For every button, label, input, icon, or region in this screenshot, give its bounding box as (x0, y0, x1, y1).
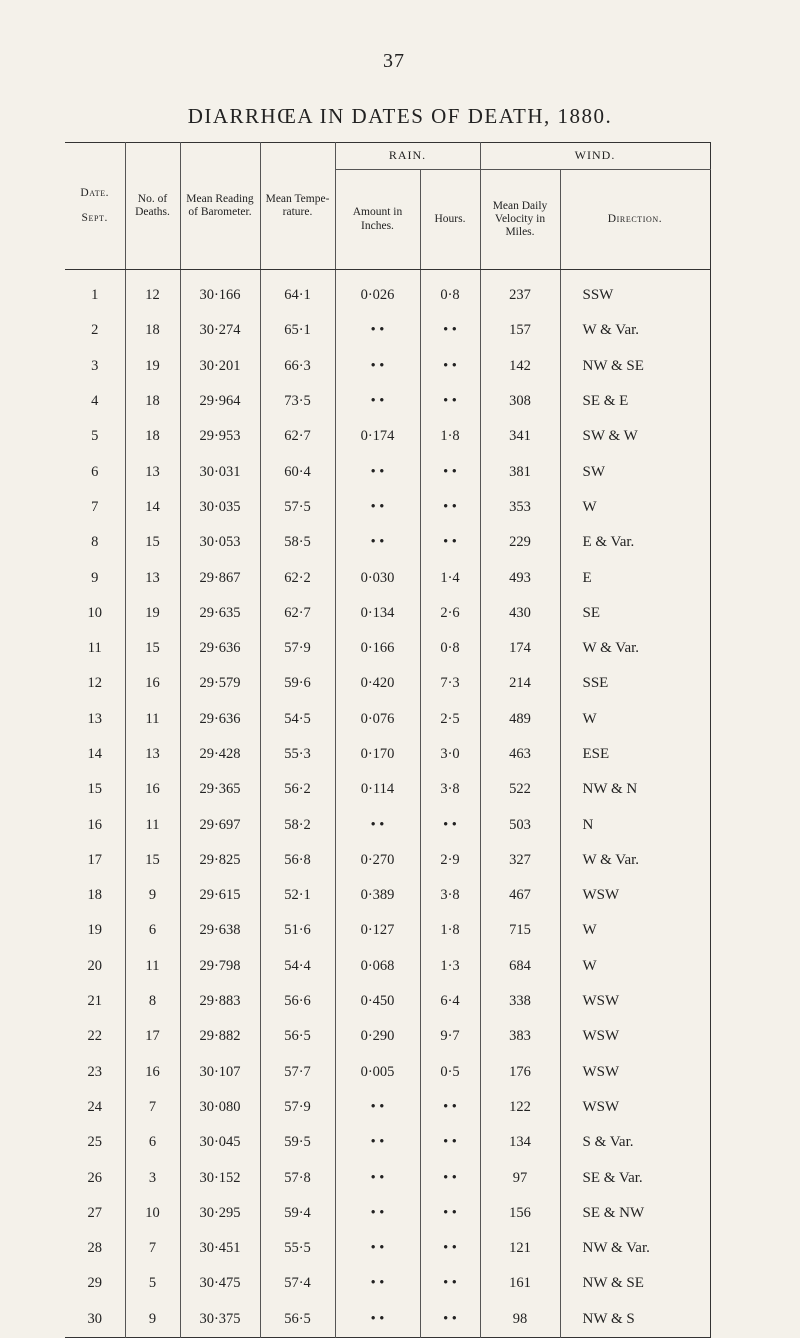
wind-velocity-cell: 142 (480, 349, 560, 384)
deaths-cell: 11 (125, 807, 180, 842)
wind-velocity-cell: 121 (480, 1231, 560, 1266)
header-month-label: Sept. (81, 212, 108, 224)
rain-hours-cell: • • (420, 1125, 480, 1160)
rain-hours-cell: 2·6 (420, 596, 480, 631)
barometer-cell: 29·697 (180, 807, 260, 842)
date-cell: 4 (91, 393, 99, 410)
barometer-cell: 30·375 (180, 1302, 260, 1338)
rain-hours-cell: 1·4 (420, 560, 480, 595)
rain-hours-cell: • • (420, 1266, 480, 1301)
temperature-cell: 62·7 (260, 419, 335, 454)
temperature-cell: 56·6 (260, 984, 335, 1019)
rain-amount-cell: 0·030 (335, 560, 420, 595)
rain-hours-cell: • • (420, 490, 480, 525)
date-cell: 9 (91, 569, 99, 586)
date-cell: 11 (87, 640, 102, 657)
table-body (65, 270, 710, 1338)
barometer-cell: 30·152 (180, 1160, 260, 1195)
deaths-cell: 3 (125, 1160, 180, 1195)
rain-hours-cell: 0·8 (420, 631, 480, 666)
temperature-cell: 62·7 (260, 596, 335, 631)
wind-direction-cell: S & Var. (560, 1125, 710, 1160)
deaths-cell: 13 (125, 454, 180, 489)
deaths-cell: 18 (125, 384, 180, 419)
rain-hours-cell: • • (420, 384, 480, 419)
header-wind: WIND. (480, 143, 710, 170)
temperature-cell: 54·5 (260, 702, 335, 737)
rain-amount-cell: 0·290 (335, 1019, 420, 1054)
deaths-cell: 9 (125, 878, 180, 913)
wind-velocity-cell: 134 (480, 1125, 560, 1160)
rain-amount-cell: • • (335, 1090, 420, 1125)
weather-deaths-table (65, 142, 711, 1338)
header-rain-hours: Hours. (420, 170, 480, 270)
rain-hours-cell: 3·8 (420, 878, 480, 913)
wind-direction-cell: E & Var. (560, 525, 710, 560)
barometer-cell: 29·638 (180, 913, 260, 948)
rain-amount-cell: • • (335, 454, 420, 489)
barometer-cell: 30·475 (180, 1266, 260, 1301)
date-cell: 8 (91, 534, 99, 551)
table-row (65, 560, 710, 595)
table-row (65, 1090, 710, 1125)
date-cell: 15 (87, 781, 102, 798)
table-row (65, 1231, 710, 1266)
date-cell: 27 (87, 1204, 102, 1221)
wind-velocity-cell: 214 (480, 666, 560, 701)
wind-direction-cell: NW & SE (560, 1266, 710, 1301)
rain-hours-cell: • • (420, 1196, 480, 1231)
wind-velocity-cell: 327 (480, 843, 560, 878)
wind-velocity-cell: 489 (480, 702, 560, 737)
rain-amount-cell: 0·450 (335, 984, 420, 1019)
temperature-cell: 51·6 (260, 913, 335, 948)
date-cell: 30 (87, 1310, 102, 1327)
temperature-cell: 59·6 (260, 666, 335, 701)
wind-velocity-cell: 341 (480, 419, 560, 454)
wind-velocity-cell: 229 (480, 525, 560, 560)
rain-amount-cell: 0·114 (335, 772, 420, 807)
temperature-cell: 58·2 (260, 807, 335, 842)
date-cell: 16 (87, 816, 102, 833)
wind-velocity-cell: 522 (480, 772, 560, 807)
table-row (65, 702, 710, 737)
header-wind-velocity: Mean Daily Velocity in Miles. (480, 170, 560, 270)
wind-velocity-cell: 237 (480, 270, 560, 314)
wind-direction-cell: W & Var. (560, 313, 710, 348)
rain-amount-cell: 0·389 (335, 878, 420, 913)
date-cell: 22 (87, 1028, 102, 1045)
barometer-cell: 30·201 (180, 349, 260, 384)
wind-velocity-cell: 157 (480, 313, 560, 348)
temperature-cell: 64·1 (260, 270, 335, 314)
wind-direction-cell: SE & E (560, 384, 710, 419)
rain-amount-cell: • • (335, 1266, 420, 1301)
wind-direction-cell: WSW (560, 878, 710, 913)
rain-amount-cell: 0·068 (335, 949, 420, 984)
temperature-cell: 55·3 (260, 737, 335, 772)
table-row (65, 384, 710, 419)
table-row (65, 666, 710, 701)
header-rain-amount: Amount in Inches. (335, 170, 420, 270)
rain-amount-cell: 0·026 (335, 270, 420, 314)
deaths-cell: 19 (125, 596, 180, 631)
wind-velocity-cell: 161 (480, 1266, 560, 1301)
table-row (65, 949, 710, 984)
date-cell: 18 (87, 887, 102, 904)
header-barometer: Mean Reading of Barometer. (180, 143, 260, 270)
barometer-cell: 30·031 (180, 454, 260, 489)
table-row (65, 631, 710, 666)
deaths-cell: 8 (125, 984, 180, 1019)
wind-direction-cell: SSW (560, 270, 710, 314)
barometer-cell: 30·274 (180, 313, 260, 348)
deaths-cell: 12 (125, 270, 180, 314)
wind-direction-cell: NW & SE (560, 349, 710, 384)
rain-amount-cell: • • (335, 1125, 420, 1160)
header-deaths: No. of Deaths. (125, 143, 180, 270)
date-cell: 24 (87, 1098, 102, 1115)
temperature-cell: 59·5 (260, 1125, 335, 1160)
deaths-cell: 16 (125, 1055, 180, 1090)
deaths-cell: 13 (125, 560, 180, 595)
date-cell: 1 (91, 287, 99, 304)
wind-velocity-cell: 98 (480, 1302, 560, 1338)
wind-direction-cell: SE & Var. (560, 1160, 710, 1195)
rain-hours-cell: • • (420, 1090, 480, 1125)
temperature-cell: 54·4 (260, 949, 335, 984)
table-row (65, 1019, 710, 1054)
date-cell: 6 (91, 463, 99, 480)
deaths-cell: 18 (125, 313, 180, 348)
deaths-cell: 10 (125, 1196, 180, 1231)
barometer-cell: 29·882 (180, 1019, 260, 1054)
rain-hours-cell: • • (420, 313, 480, 348)
wind-velocity-cell: 97 (480, 1160, 560, 1195)
table-header (65, 143, 710, 270)
barometer-cell: 29·825 (180, 843, 260, 878)
wind-direction-cell: NW & S (560, 1302, 710, 1338)
deaths-cell: 15 (125, 631, 180, 666)
barometer-cell: 29·615 (180, 878, 260, 913)
wind-velocity-cell: 156 (480, 1196, 560, 1231)
wind-direction-cell: WSW (560, 1019, 710, 1054)
deaths-cell: 18 (125, 419, 180, 454)
deaths-cell: 15 (125, 525, 180, 560)
date-cell: 19 (87, 922, 102, 939)
wind-direction-cell: WSW (560, 984, 710, 1019)
date-cell: 20 (87, 957, 102, 974)
wind-direction-cell: SSE (560, 666, 710, 701)
rain-hours-cell: 2·5 (420, 702, 480, 737)
wind-velocity-cell: 467 (480, 878, 560, 913)
wind-direction-cell: WSW (560, 1090, 710, 1125)
wind-direction-cell: SW & W (560, 419, 710, 454)
temperature-cell: 56·2 (260, 772, 335, 807)
table-row (65, 313, 710, 348)
date-cell: 14 (87, 746, 102, 762)
table-row (65, 596, 710, 631)
temperature-cell: 65·1 (260, 313, 335, 348)
wind-direction-cell: W (560, 949, 710, 984)
date-cell: 12 (87, 675, 102, 692)
rain-amount-cell: 0·127 (335, 913, 420, 948)
deaths-cell: 9 (125, 1302, 180, 1338)
rain-amount-cell: 0·076 (335, 702, 420, 737)
barometer-cell: 30·080 (180, 1090, 260, 1125)
wind-direction-cell: N (560, 807, 710, 842)
rain-hours-cell: • • (420, 1231, 480, 1266)
wind-velocity-cell: 503 (480, 807, 560, 842)
barometer-cell: 29·635 (180, 596, 260, 631)
deaths-cell: 11 (125, 949, 180, 984)
rain-hours-cell: • • (420, 525, 480, 560)
wind-velocity-cell: 463 (480, 737, 560, 772)
header-wind-direction: Direction. (560, 170, 710, 270)
date-cell: 26 (87, 1169, 102, 1186)
deaths-cell: 16 (125, 666, 180, 701)
deaths-cell: 5 (125, 1266, 180, 1301)
barometer-cell: 29·579 (180, 666, 260, 701)
barometer-cell: 29·953 (180, 419, 260, 454)
deaths-cell: 17 (125, 1019, 180, 1054)
temperature-cell: 56·5 (260, 1019, 335, 1054)
temperature-cell: 57·8 (260, 1160, 335, 1195)
wind-direction-cell: E (560, 560, 710, 595)
table-row (65, 270, 710, 314)
deaths-cell: 13 (125, 737, 180, 772)
table-row (65, 1160, 710, 1195)
rain-hours-cell: 6·4 (420, 984, 480, 1019)
table-row (65, 490, 710, 525)
header-rain: RAIN. (335, 143, 480, 170)
table-row (65, 1196, 710, 1231)
rain-amount-cell: 0·420 (335, 666, 420, 701)
date-cell: 25 (87, 1134, 102, 1151)
deaths-cell: 11 (125, 702, 180, 737)
deaths-cell: 7 (125, 1231, 180, 1266)
table-row (65, 807, 710, 842)
deaths-cell: 14 (125, 490, 180, 525)
date-cell: 5 (91, 428, 99, 445)
deaths-cell: 6 (125, 1125, 180, 1160)
wind-velocity-cell: 684 (480, 949, 560, 984)
rain-amount-cell: • • (335, 1231, 420, 1266)
temperature-cell: 57·9 (260, 631, 335, 666)
rain-hours-cell: 9·7 (420, 1019, 480, 1054)
temperature-cell: 62·2 (260, 560, 335, 595)
rain-amount-cell: • • (335, 525, 420, 560)
wind-velocity-cell: 430 (480, 596, 560, 631)
table-row (65, 1055, 710, 1090)
wind-direction-cell: W (560, 490, 710, 525)
wind-direction-cell: W (560, 702, 710, 737)
rain-hours-cell: • • (420, 1302, 480, 1338)
rain-amount-cell: 0·174 (335, 419, 420, 454)
rain-hours-cell: • • (420, 1160, 480, 1195)
barometer-cell: 29·867 (180, 560, 260, 595)
rain-hours-cell: • • (420, 454, 480, 489)
date-cell: 29 (87, 1275, 102, 1292)
rain-hours-cell: 2·9 (420, 843, 480, 878)
rain-amount-cell: • • (335, 1196, 420, 1231)
wind-direction-cell: ESE (560, 737, 710, 772)
date-cell: 7 (91, 498, 99, 515)
wind-direction-cell: WSW (560, 1055, 710, 1090)
rain-hours-cell: • • (420, 349, 480, 384)
wind-direction-cell: NW & N (560, 772, 710, 807)
rain-hours-cell: 3·8 (420, 772, 480, 807)
date-cell: 17 (87, 851, 102, 868)
rain-amount-cell: • • (335, 807, 420, 842)
table-row (65, 419, 710, 454)
rain-amount-cell: 0·170 (335, 737, 420, 772)
rain-hours-cell: • • (420, 807, 480, 842)
table-row (65, 878, 710, 913)
barometer-cell: 29·636 (180, 702, 260, 737)
barometer-cell: 29·883 (180, 984, 260, 1019)
rain-amount-cell: • • (335, 384, 420, 419)
temperature-cell: 56·5 (260, 1302, 335, 1338)
barometer-cell: 29·798 (180, 949, 260, 984)
deaths-cell: 6 (125, 913, 180, 948)
barometer-cell: 30·295 (180, 1196, 260, 1231)
barometer-cell: 30·045 (180, 1125, 260, 1160)
temperature-cell: 55·5 (260, 1231, 335, 1266)
wind-velocity-cell: 308 (480, 384, 560, 419)
rain-hours-cell: 0·8 (420, 270, 480, 314)
header-date-label: Date. (80, 186, 110, 199)
rain-amount-cell: • • (335, 313, 420, 348)
wind-velocity-cell: 176 (480, 1055, 560, 1090)
rain-amount-cell: • • (335, 1302, 420, 1338)
temperature-cell: 58·5 (260, 525, 335, 560)
wind-velocity-cell: 338 (480, 984, 560, 1019)
header-temperature: Mean Tempe- rature. (260, 143, 335, 270)
table-row (65, 349, 710, 384)
date-cell: 23 (87, 1063, 102, 1080)
date-cell: 13 (87, 710, 102, 727)
rain-amount-cell: 0·270 (335, 843, 420, 878)
wind-direction-cell: SE (560, 596, 710, 631)
wind-direction-cell: W & Var. (560, 631, 710, 666)
page-number: 37 (383, 50, 405, 72)
temperature-cell: 66·3 (260, 349, 335, 384)
table-row (65, 1125, 710, 1160)
table-row (65, 843, 710, 878)
rain-hours-cell: 1·3 (420, 949, 480, 984)
wind-direction-cell: SW (560, 454, 710, 489)
deaths-cell: 16 (125, 772, 180, 807)
rain-amount-cell: • • (335, 490, 420, 525)
temperature-cell: 57·4 (260, 1266, 335, 1301)
date-cell: 28 (87, 1240, 102, 1257)
wind-velocity-cell: 122 (480, 1090, 560, 1125)
barometer-cell: 30·053 (180, 525, 260, 560)
page-title: DIARRHŒA IN DATES OF DEATH, 1880. (187, 104, 613, 128)
date-cell: 2 (91, 322, 99, 339)
rain-hours-cell: 3·0 (420, 737, 480, 772)
wind-direction-cell: NW & Var. (560, 1231, 710, 1266)
table-row (65, 525, 710, 560)
date-cell: 21 (87, 993, 102, 1010)
date-cell: 3 (91, 357, 99, 374)
table-row (65, 772, 710, 807)
table-row (65, 454, 710, 489)
rain-amount-cell: 0·166 (335, 631, 420, 666)
deaths-cell: 15 (125, 843, 180, 878)
rain-amount-cell: • • (335, 1160, 420, 1195)
table-row (65, 1302, 710, 1338)
wind-direction-cell: SE & NW (560, 1196, 710, 1231)
wind-direction-cell: W & Var. (560, 843, 710, 878)
barometer-cell: 30·166 (180, 270, 260, 314)
temperature-cell: 57·7 (260, 1055, 335, 1090)
wind-velocity-cell: 381 (480, 454, 560, 489)
barometer-cell: 29·428 (180, 737, 260, 772)
deaths-cell: 19 (125, 349, 180, 384)
barometer-cell: 30·035 (180, 490, 260, 525)
wind-velocity-cell: 383 (480, 1019, 560, 1054)
rain-amount-cell: • • (335, 349, 420, 384)
temperature-cell: 57·5 (260, 490, 335, 525)
rain-hours-cell: 1·8 (420, 419, 480, 454)
table-row (65, 984, 710, 1019)
temperature-cell: 73·5 (260, 384, 335, 419)
barometer-cell: 30·107 (180, 1055, 260, 1090)
barometer-cell: 30·451 (180, 1231, 260, 1266)
temperature-cell: 56·8 (260, 843, 335, 878)
barometer-cell: 29·964 (180, 384, 260, 419)
wind-velocity-cell: 493 (480, 560, 560, 595)
table-row (65, 737, 710, 772)
barometer-cell: 29·365 (180, 772, 260, 807)
rain-hours-cell: 0·5 (420, 1055, 480, 1090)
wind-velocity-cell: 715 (480, 913, 560, 948)
temperature-cell: 52·1 (260, 878, 335, 913)
rain-hours-cell: 7·3 (420, 666, 480, 701)
rain-amount-cell: 0·005 (335, 1055, 420, 1090)
wind-direction-cell: W (560, 913, 710, 948)
temperature-cell: 57·9 (260, 1090, 335, 1125)
deaths-cell: 7 (125, 1090, 180, 1125)
rain-amount-cell: 0·134 (335, 596, 420, 631)
table-row (65, 913, 710, 948)
wind-velocity-cell: 353 (480, 490, 560, 525)
wind-velocity-cell: 174 (480, 631, 560, 666)
rain-hours-cell: 1·8 (420, 913, 480, 948)
temperature-cell: 60·4 (260, 454, 335, 489)
date-cell: 10 (87, 604, 102, 621)
barometer-cell: 29·636 (180, 631, 260, 666)
header-date (65, 143, 125, 270)
temperature-cell: 59·4 (260, 1196, 335, 1231)
table-row (65, 1266, 710, 1301)
